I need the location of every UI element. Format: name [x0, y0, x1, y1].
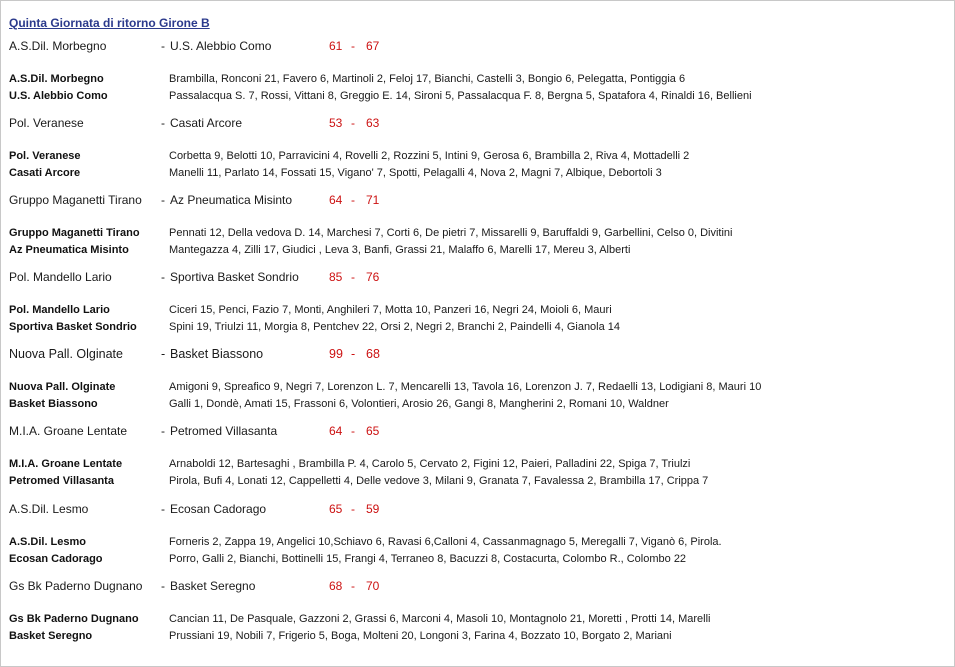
score-separator: - — [351, 502, 355, 516]
home-score: 85 — [329, 270, 343, 284]
roster-players: Spini 19, Triulzi 11, Morgia 8, Pentchev 22, Orsi 2, Negri 2, Branchi 2, Paindelli 4, Gianola 14 — [169, 321, 621, 333]
roster-players: Manelli 11, Parlato 14, Fossati 15, Vigano' 7, Spotti, Pelagalli 4, Nova 2, Magni 7, Albique, Debortoli 3 — [169, 167, 662, 179]
match-block — [1, 116, 954, 193]
away-team: Ecosan Cadorago — [170, 502, 267, 516]
score-separator: - — [351, 39, 355, 53]
roster-team-name: A.S.Dil. Morbegno — [9, 73, 104, 85]
roster-players: Arnaboldi 12, Bartesaghi , Brambilla P. 4, Carolo 5, Cervato 2, Figini 12, Paieri, Palladini 22, Spiga 7, Triulzi — [169, 458, 691, 470]
roster-team-name: Nuova Pall. Olginate — [9, 381, 116, 393]
roster-players: Corbetta 9, Belotti 10, Parravicini 4, Rovelli 2, Rozzini 5, Intini 9, Gerosa 6, Brambilla 2, Riva 4, Mottadelli 2 — [169, 150, 690, 162]
roster-team-name: U.S. Alebbio Como — [9, 90, 108, 102]
roster-team-name: Az Pneumatica Misinto — [9, 244, 129, 256]
home-team: Nuova Pall. Olginate — [9, 347, 123, 361]
roster-team-name: A.S.Dil. Lesmo — [9, 536, 87, 548]
team-separator: - — [161, 579, 165, 593]
score-separator: - — [351, 193, 355, 207]
roster-team-name: Gs Bk Paderno Dugnano — [9, 613, 139, 625]
away-score: 63 — [366, 116, 380, 130]
home-team: A.S.Dil. Lesmo — [9, 502, 89, 516]
team-separator: - — [161, 502, 165, 516]
match-block — [1, 502, 954, 579]
roster-players: Pirola, Bufi 4, Lonati 12, Cappelletti 4, Delle vedove 3, Milani 9, Granata 7, Favalessa 2, Brambilla 17, Crippa 7 — [169, 475, 709, 487]
roster-players: Forneris 2, Zappa 19, Angelici 10,Schiavo 6, Ravasi 6,Calloni 4, Cassanmagnago 5, Meregalli 7, Viganò 6, Pirola. — [169, 536, 722, 548]
score-separator: - — [351, 116, 355, 130]
home-team: M.I.A. Groane Lentate — [9, 424, 128, 438]
home-score: 64 — [329, 193, 343, 207]
roster-team-name: Petromed Villasanta — [9, 475, 114, 487]
home-score: 99 — [329, 347, 343, 361]
away-team: Casati Arcore — [170, 116, 243, 130]
away-team: Basket Seregno — [170, 579, 256, 593]
roster-players: Passalacqua S. 7, Rossi, Vittani 8, Greggio E. 14, Sironi 5, Passalacqua F. 8, Bergna 5, Spatafora 4, Rinaldi 16, Bellieni — [169, 90, 752, 102]
team-separator: - — [161, 424, 165, 438]
away-score: 76 — [366, 270, 380, 284]
roster-players: Brambilla, Ronconi 21, Favero 6, Martinoli 2, Feloj 17, Bianchi, Castelli 3, Bongio 6, Pelegatta, Pontiggia 6 — [169, 73, 686, 85]
roster-players: Mantegazza 4, Zilli 17, Giudici , Leva 3, Banfi, Grassi 21, Malaffo 6, Marelli 17, Mereu 3, Alberti — [169, 244, 631, 256]
roster-team-name: M.I.A. Groane Lentate — [9, 458, 123, 470]
match-block — [1, 424, 954, 501]
away-team: U.S. Alebbio Como — [170, 39, 272, 53]
roster-players: Prussiani 19, Nobili 7, Frigerio 5, Boga, Molteni 20, Longoni 3, Farina 4, Bozzato 10, Borgato 2, Mariani — [169, 630, 672, 642]
roster-team-name: Pol. Veranese — [9, 150, 81, 162]
team-separator: - — [161, 116, 165, 130]
home-team: Gs Bk Paderno Dugnano — [9, 579, 143, 593]
team-separator: - — [161, 347, 166, 361]
home-team: Gruppo Maganetti Tirano — [9, 193, 142, 207]
roster-team-name: Pol. Mandello Lario — [9, 304, 110, 316]
page-title: Quinta Giornata di ritorno Girone B — [9, 16, 210, 30]
away-score: 59 — [366, 502, 380, 516]
roster-team-name: Ecosan Cadorago — [9, 553, 103, 565]
home-team: Pol. Veranese — [9, 116, 84, 130]
score-separator: - — [351, 270, 355, 284]
match-block — [1, 347, 954, 424]
match-block — [1, 579, 954, 656]
home-score: 65 — [329, 502, 343, 516]
score-separator: - — [351, 424, 355, 438]
roster-players: Galli 1, Dondè, Amati 15, Frassoni 6, Volontieri, Arosio 26, Gangi 8, Mangherini 2, Romani 10, Waldner — [169, 398, 669, 410]
roster-players: Cancian 11, De Pasquale, Gazzoni 2, Grassi 6, Marconi 4, Masoli 10, Montagnolo 21, Moretti , Protti 14, Marelli — [169, 613, 711, 625]
home-team: A.S.Dil. Morbegno — [9, 39, 107, 53]
away-team: Az Pneumatica Misinto — [170, 193, 293, 207]
roster-team-name: Casati Arcore — [9, 167, 81, 179]
away-score: 67 — [366, 39, 380, 53]
home-score: 53 — [329, 116, 343, 130]
home-team: Pol. Mandello Lario — [9, 270, 112, 284]
roster-players: Porro, Galli 2, Bianchi, Bottinelli 15, Frangi 4, Terraneo 8, Bacuzzi 8, Costacurta, Colombo R., Colombo 22 — [169, 553, 687, 565]
away-team: Sportiva Basket Sondrio — [170, 270, 299, 284]
match-block — [1, 193, 954, 270]
score-separator: - — [351, 579, 355, 593]
away-score: 68 — [366, 347, 380, 361]
home-score: 68 — [329, 579, 343, 593]
match-block — [1, 39, 954, 116]
roster-team-name: Gruppo Maganetti Tirano — [9, 227, 140, 239]
roster-players: Pennati 12, Della vedova D. 14, Marchesi 7, Corti 6, De pietri 7, Missarelli 9, Baruffaldi 9, Garbellini, Celso 0, Divitini — [169, 227, 733, 239]
home-score: 64 — [329, 424, 343, 438]
team-separator: - — [161, 270, 165, 284]
roster-players: Ciceri 15, Penci, Fazio 7, Monti, Anghileri 7, Motta 10, Panzeri 16, Negri 24, Moioli 6, Mauri — [169, 304, 612, 316]
home-score: 61 — [329, 39, 343, 53]
roster-team-name: Basket Biassono — [9, 398, 98, 410]
roster-players: Amigoni 9, Spreafico 9, Negri 7, Lorenzon L. 7, Mencarelli 13, Tavola 16, Lorenzon J. 7, Redaelli 13, Lodigiani 8, Mauri 10 — [169, 381, 762, 393]
roster-team-name: Basket Seregno — [9, 630, 93, 642]
away-team: Petromed Villasanta — [170, 424, 278, 438]
away-score: 70 — [366, 579, 380, 593]
roster-team-name: Sportiva Basket Sondrio — [9, 321, 137, 333]
away-team: Basket Biassono — [170, 347, 264, 361]
match-block — [1, 270, 954, 347]
away-score: 71 — [366, 193, 380, 207]
team-separator: - — [161, 39, 165, 53]
score-separator: - — [351, 347, 356, 361]
team-separator: - — [161, 193, 165, 207]
away-score: 65 — [366, 424, 380, 438]
